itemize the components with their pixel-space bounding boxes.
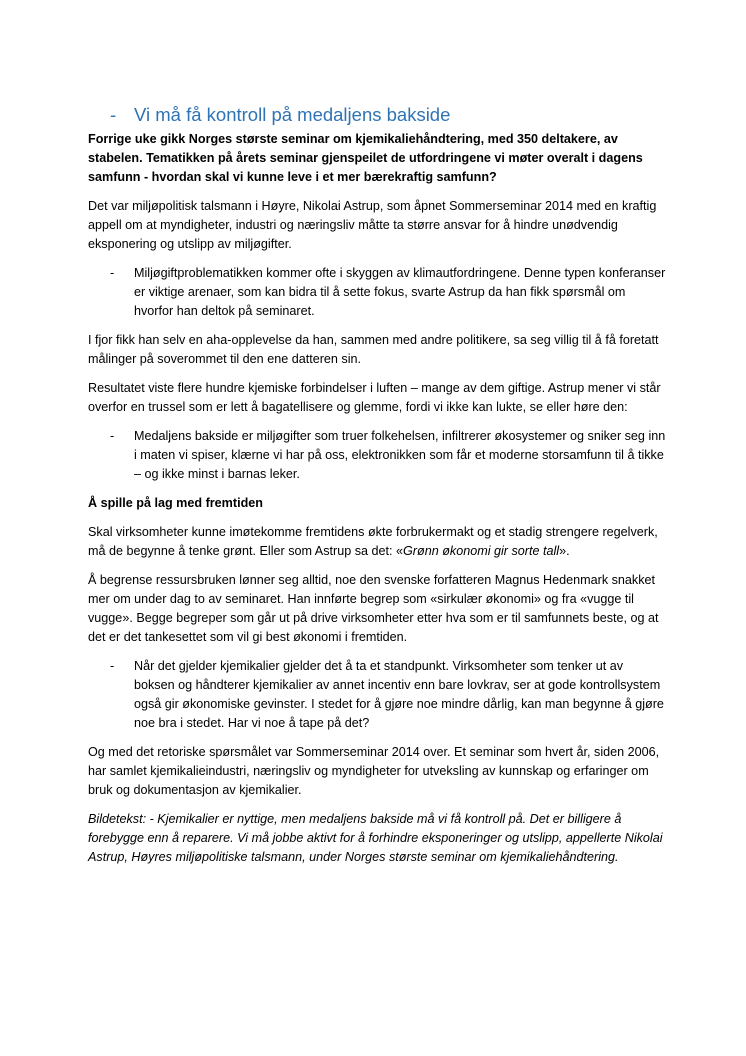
quote-text: Medaljens bakside er miljøgifter som truer folkehelsen, infiltrerer økosystemer og sniker seg inn i maten vi spiser, klærne vi har på oss, elektronikken som får et moderne storsamfunn til å tikke – og ikke minst i barnas leker.	[134, 429, 666, 481]
paragraph-1: Det var miljøpolitisk talsmann i Høyre, Nikolai Astrup, som åpnet Sommerseminar 2014 med en kraftig appell om at myndigheter, industri og næringsliv måtte ta større ansvar for å hindre unødvendig eksponering og utslipp av miljøgifter.	[88, 199, 657, 251]
quote-item-2	[88, 427, 666, 484]
quote-item-3	[88, 657, 666, 733]
paragraph-4-start: Skal virksomheter kunne imøtekomme fremtidens økte forbrukermakt og et stadig strengere regelverk, må de begynne å tenke grønt. Eller som Astrup sa det: «	[88, 525, 658, 558]
quote-text: Miljøgiftproblematikken kommer ofte i skyggen av klimautfordringene. Denne typen konferanser er viktige arenaer, som kan bidra til å sette fokus, svarte Astrup da han fikk spørsmål om hvorfor han deltok på seminaret.	[134, 266, 666, 318]
title-text: Vi må få kontroll på medaljens bakside	[134, 104, 451, 125]
paragraph-5: Å begrense ressursbruken lønner seg alltid, noe den svenske forfatteren Magnus Hedenmark snakket mer om under dag to av seminaret. Han innførte begrep som «sirkulær økonomi» og fra «vugge til vugge». Begge begreper som går ut på drive virksomheter etter hva som er til samfunnets beste, og at det er det tankesettet som vil gi best økonomi i fremtiden.	[88, 573, 659, 644]
paragraph-4-emphasis: Grønn økonomi gir sorte tall	[403, 544, 560, 558]
paragraph-3: Resultatet viste flere hundre kjemiske forbindelser i luften – mange av dem giftige. Astrup mener vi står overfor en trussel som er lett å bagatellisere og glemme, fordi vi ikke kan lukte, se eller høre den:	[88, 381, 661, 414]
quote-dash: -	[110, 266, 115, 280]
quote-dash: -	[110, 429, 115, 443]
quote-item-1	[88, 264, 666, 321]
title-dash: -	[110, 104, 117, 125]
article-title	[88, 100, 666, 130]
paragraph-6: Og med det retoriske spørsmålet var Sommerseminar 2014 over. Et seminar som hvert år, siden 2006, har samlet kjemikalieindustri, næringsliv og myndigheter for utveksling av kunnskap og erfaringer om bruk og dokumentasjon av kjemikalier.	[88, 745, 660, 797]
subheading: Å spille på lag med fremtiden	[88, 496, 263, 510]
paragraph-2: I fjor fikk han selv en aha-opplevelse da han, sammen med andre politikere, sa seg villig til å få foretatt målinger på soverommet til den ene datteren sin.	[88, 333, 659, 366]
paragraph-4	[88, 523, 666, 561]
quote-text: Når det gjelder kjemikalier gjelder det å ta et standpunkt. Virksomheter som tenker ut av boksen og håndterer kjemikalier av annet incentiv enn bare lovkrav, ser at gode kontrollsystem også gir økonomiske gevinster. I stedet for å gjøre noe mindre dårlig, kan man begynne å gjøre noe bra i stedet. Har vi noe å tape på det?	[134, 659, 664, 730]
paragraph-4-end: ».	[559, 544, 570, 558]
article	[88, 100, 666, 877]
image-caption: Bildetekst: - Kjemikalier er nyttige, men medaljens bakside må vi få kontroll på. Det er billigere å forebygge enn å reparere. Vi må jobbe aktivt for å forhindre eksponeringer og utslipp, appellerte Nikolai Astrup, Høyres miljøpolitiske talsmann, under Norges største seminar om kjemikaliehåndtering.	[88, 812, 663, 864]
quote-dash: -	[110, 659, 115, 673]
lead-paragraph: Forrige uke gikk Norges største seminar om kjemikaliehåndtering, med 350 deltakere, av stabelen. Tematikken på årets seminar gjenspeilet de utfordringene vi møter overalt i dagens samfunn - hvordan skal vi kunne leve i et mer bærekraftig samfunn?	[88, 132, 643, 184]
